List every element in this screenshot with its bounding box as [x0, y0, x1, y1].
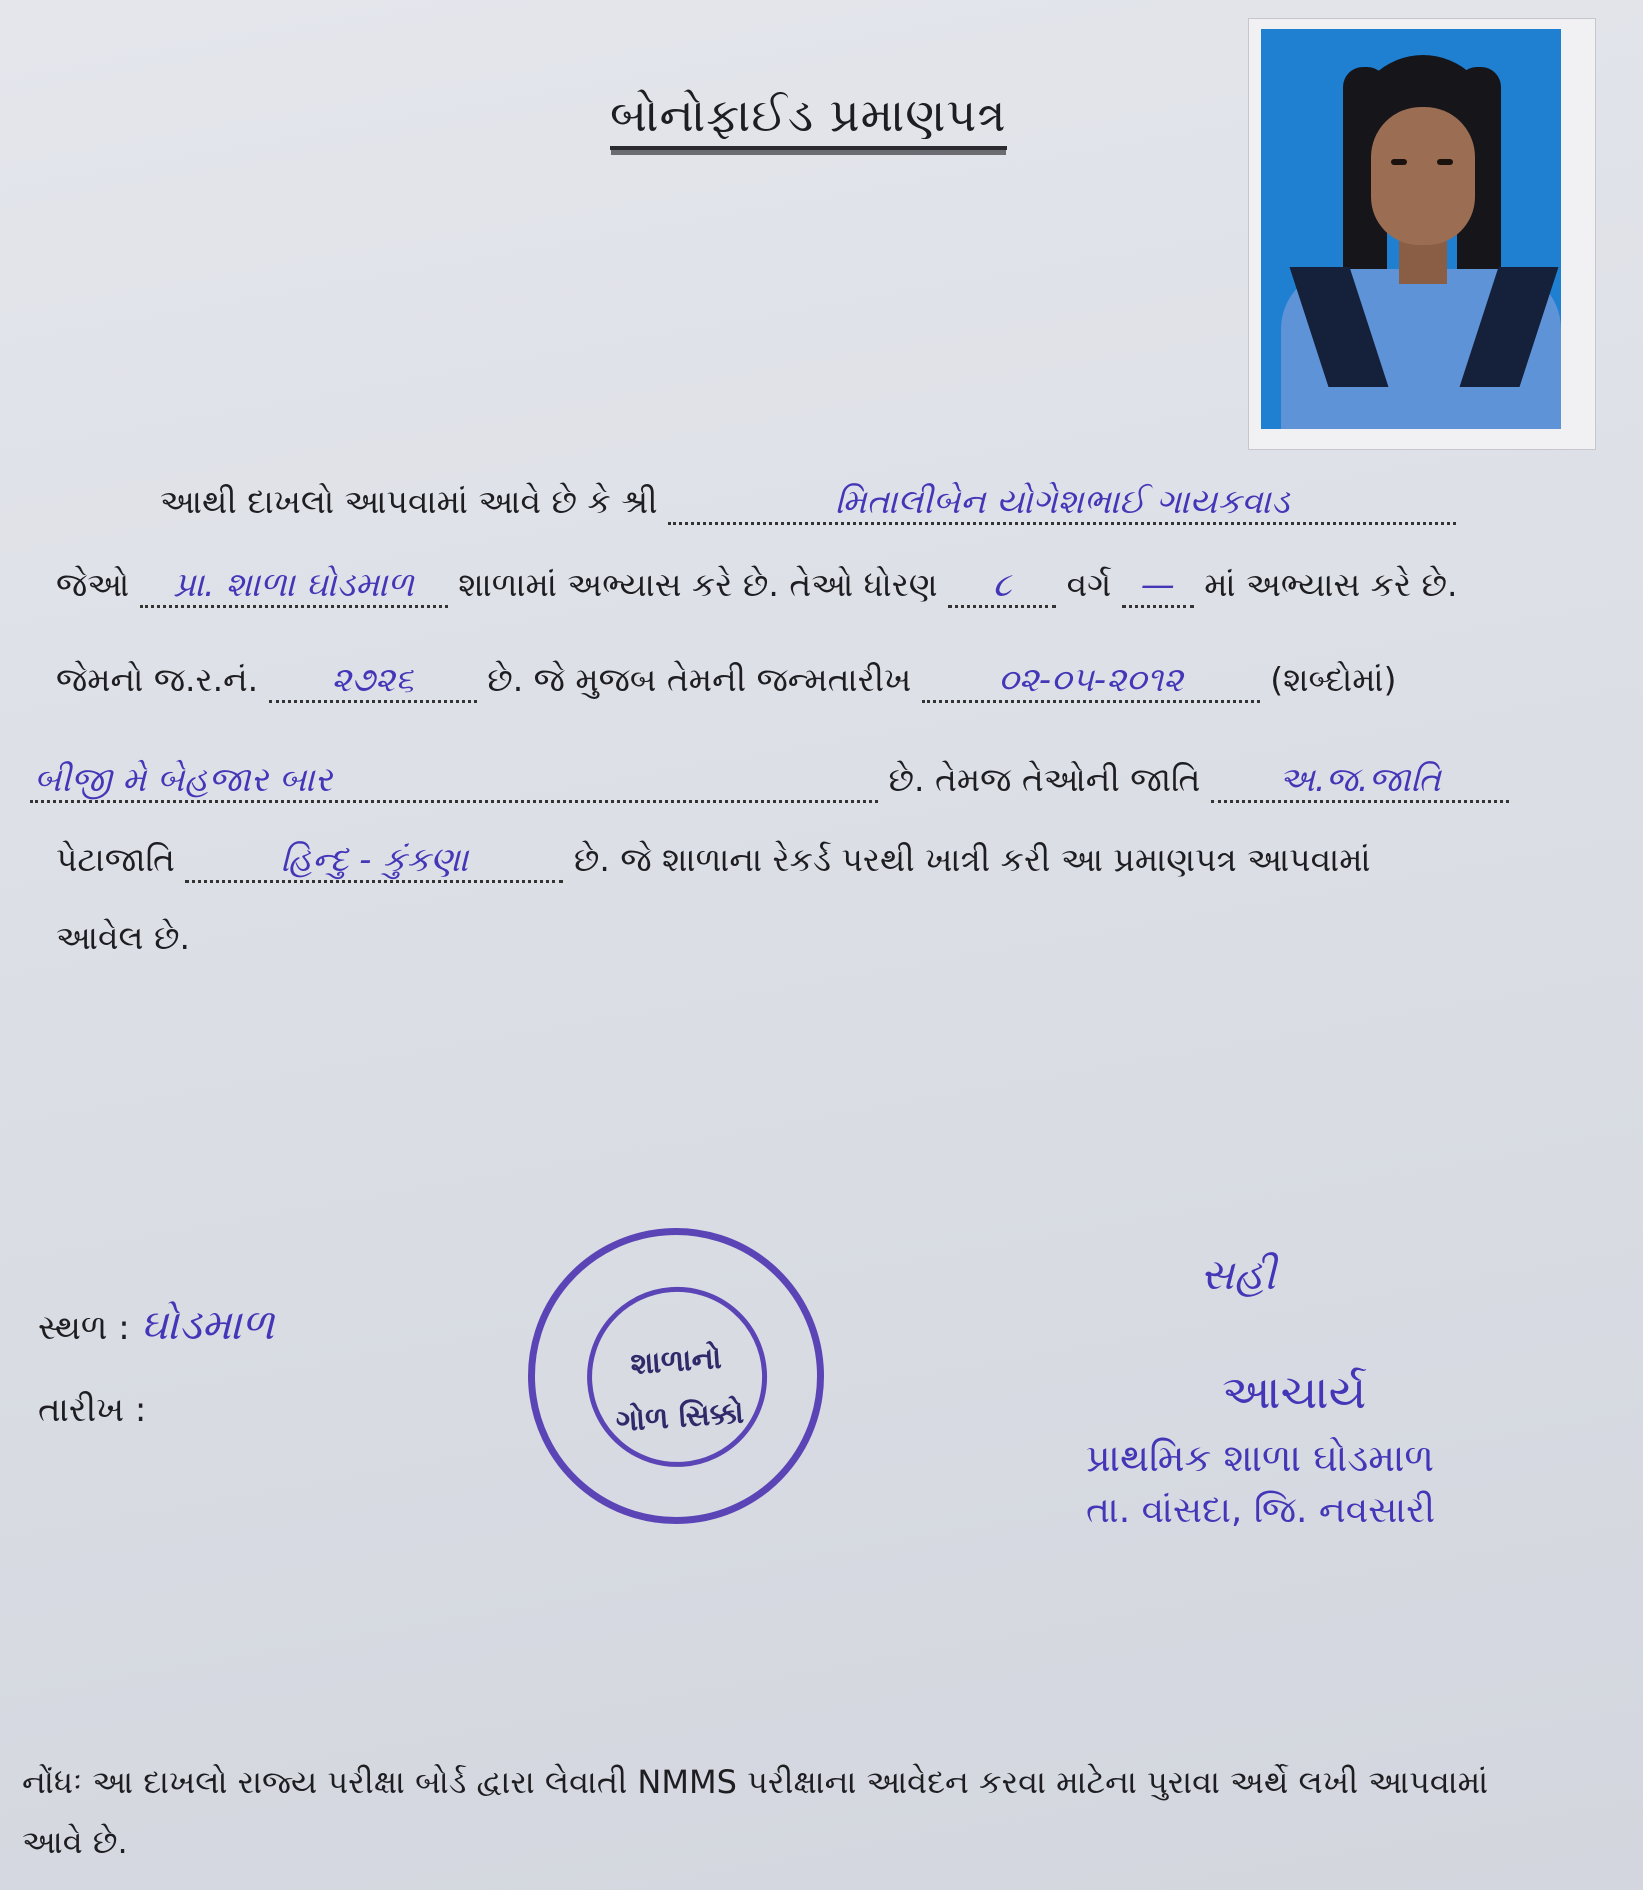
line5-prefix: પેટાજાતિ [56, 840, 175, 879]
line3-prefix: જેમનો જ.ર.નં. [56, 660, 259, 699]
school-seal-stamp [518, 1218, 834, 1534]
footer-note: નોંધઃ આ દાખલો રાજ્ય પરીક્ષા બોર્ડ દ્વારા લેવાતી NMMS પરીક્ષાના આવેદન કરવા માટેના પુરાવા અર્થે લખી આપવામાં આવે છે. [22, 1763, 1489, 1861]
class-field: — [1122, 565, 1194, 608]
place-value: ઘોડમાળ [140, 1300, 275, 1349]
school-name-field: પ્રા. શાળા ઘોડમાળ [140, 565, 448, 608]
photo-face [1371, 107, 1475, 245]
seal-text-line2: ગોળ સિક્કો [614, 1395, 746, 1440]
photo-image [1261, 29, 1561, 429]
place-label: સ્થળ : [38, 1308, 130, 1348]
student-photo [1248, 18, 1596, 450]
photo-eye-left [1391, 159, 1407, 165]
dob-words-field: બીજી મે બેહજાર બાર [30, 760, 878, 803]
line3-middle: છે. જે મુજબ તેમની જન્મતારીખ [487, 660, 912, 699]
line-5 [56, 840, 1371, 883]
line-1 [160, 482, 1456, 525]
line-4 [30, 760, 1509, 803]
signatory-title: આચાર્ય [1222, 1365, 1367, 1419]
line2-suffix: માં અભ્યાસ કરે છે. [1204, 565, 1458, 604]
certificate-title: બોનોફાઈડ પ્રમાણપત્ર [610, 88, 1007, 150]
subcaste-field: હિન્દુ - કુંકણા [185, 840, 563, 883]
line2-middle: શાળામાં અભ્યાસ કરે છે. તેઓ ધોરણ [458, 565, 938, 604]
standard-field: ૮ [948, 565, 1056, 608]
seal-inner-ring [581, 1281, 773, 1473]
seal-text-line1: શાળાનો [629, 1340, 723, 1383]
line1-prefix: આથી દાખલો આપવામાં આવે છે કે શ્રી [160, 482, 658, 521]
signatory-school: પ્રાથમિક શાળા ઘોડમાળ [1086, 1436, 1435, 1480]
gr-number-field: ૨૭૨૬ [269, 660, 477, 703]
line3-suffix: (શબ્દોમાં) [1270, 660, 1397, 699]
date-label: તારીખ : [38, 1390, 147, 1430]
line-3 [56, 660, 1397, 703]
caste-field: અ.જ.જાતિ [1211, 760, 1509, 803]
line2-prefix: જેઓ [56, 565, 130, 604]
principal-signature: સહી [1200, 1250, 1276, 1299]
place-row [38, 1300, 274, 1350]
line4-middle: છે. તેમજ તેઓની જાતિ [888, 760, 1201, 799]
signatory-address: તા. વાંસદા, જિ. નવસારી [1086, 1490, 1436, 1531]
class-label: વર્ગ [1066, 565, 1112, 604]
photo-eye-right [1437, 159, 1453, 165]
dob-field: ૦૨-૦૫-૨૦૧૨ [922, 660, 1260, 703]
student-name-field: મિતાલીબેન યોગેશભાઈ ગાયકવાડ [668, 482, 1456, 525]
line5-suffix: છે. જે શાળાના રેકર્ડ પરથી ખાત્રી કરી આ પ્રમાણપત્ર આપવામાં [573, 840, 1371, 879]
line-6: આવેલ છે. [56, 918, 190, 957]
line-2 [56, 565, 1458, 608]
